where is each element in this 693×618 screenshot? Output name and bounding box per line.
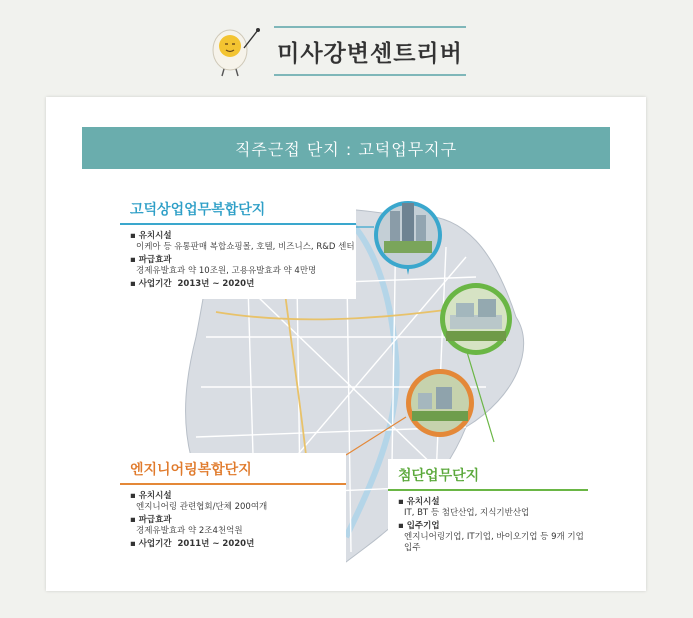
engineering-period-value: 2011년 ~ 2020년 bbox=[177, 539, 255, 549]
commercial-item-detail: 이케아 등 유통판매 복합쇼핑몰, 호텔, 비즈니스, R&D 센터 bbox=[136, 242, 355, 252]
commercial-zone-underline bbox=[120, 223, 356, 225]
hightech-item-detail: IT, BT 등 첨단산업, 지식기반산업 bbox=[404, 508, 530, 518]
commercial-item-label: ▪ 유치시설 bbox=[130, 231, 172, 241]
engineering-period-label: ▪ 사업기간 bbox=[130, 539, 172, 549]
commercial-period-label: ▪ 사업기간 bbox=[130, 279, 172, 289]
engineering-item-label: ▪ 파급효과 bbox=[130, 515, 172, 525]
commercial-period-value: 2013년 ~ 2020년 bbox=[177, 279, 255, 289]
hightech-zone-underline bbox=[388, 489, 588, 491]
section-banner: 직주근접 단지 : 고덕업무지구 bbox=[82, 127, 610, 169]
content-card bbox=[46, 97, 646, 591]
commercial-zone-title: 고덕상업업무복합단지 bbox=[130, 202, 266, 218]
hightech-item-detail: 엔지니어링기업, IT기업, 바이오기업 등 9개 기업입주 bbox=[404, 532, 584, 553]
hightech-zone-box bbox=[388, 459, 588, 563]
engineering-site-marker bbox=[406, 369, 474, 437]
engineering-zone-box bbox=[120, 453, 346, 563]
commercial-item-detail: 경제유발효과 약 10조원, 고용유발효과 약 4만명 bbox=[136, 266, 317, 276]
page-title-frame bbox=[274, 26, 466, 76]
engineering-period bbox=[120, 539, 346, 550]
engineering-item-label: ▪ 유치시설 bbox=[130, 491, 172, 501]
engineering-item-detail: 경제유발효과 약 2조4천억원 bbox=[136, 526, 243, 536]
engineering-zone-underline bbox=[120, 483, 346, 485]
egg-mascot-icon bbox=[204, 20, 268, 80]
hightech-item-label: ▪ 유치시설 bbox=[398, 497, 440, 507]
page-header bbox=[0, 0, 693, 90]
commercial-zone-box bbox=[120, 193, 356, 299]
page-title: 미사강변센트리버 bbox=[277, 40, 463, 67]
hightech-item-label: ▪ 입주기업 bbox=[398, 521, 440, 531]
hightech-site-marker bbox=[440, 283, 512, 355]
engineering-zone-title: 엔지니어링복합단지 bbox=[130, 462, 252, 478]
engineering-item-detail: 엔지니어링 관련협회/단체 200여개 bbox=[136, 502, 268, 512]
commercial-item-label: ▪ 파급효과 bbox=[130, 255, 172, 265]
hightech-zone-title: 첨단업무단지 bbox=[398, 468, 480, 484]
commercial-period bbox=[120, 279, 356, 290]
